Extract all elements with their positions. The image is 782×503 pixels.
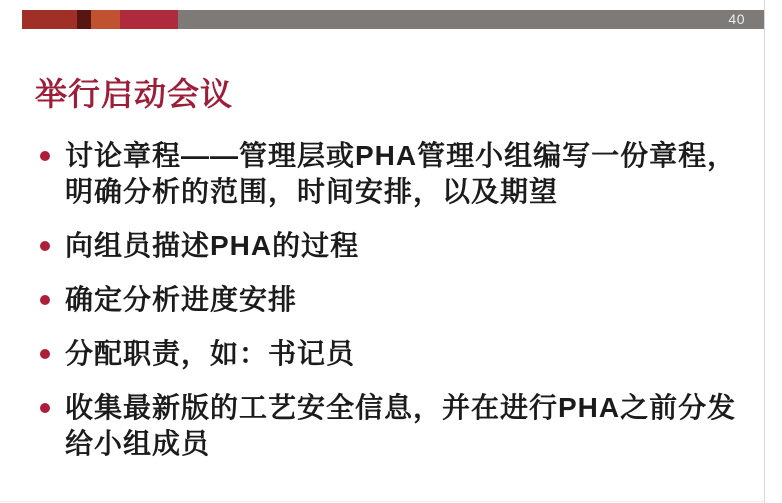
- header-bar-segment-brick-red: [22, 10, 77, 29]
- slide-header-bar: [22, 10, 765, 29]
- bullet-dot-icon: [40, 151, 50, 161]
- bullet-item-collect-psi: [40, 390, 746, 462]
- bullet-dot-icon: [40, 241, 50, 251]
- bullet-text: 确定分析进度安排: [65, 284, 298, 315]
- bullet-item-discuss-charter: [40, 138, 746, 210]
- bullet-dot-icon: [40, 349, 50, 359]
- header-bar-segment-orange-red: [91, 10, 120, 29]
- bullet-text: 讨论章程——管理层或PHA管理小组编写一份章程，明确分析的范围，时间安排，以及期望: [65, 140, 737, 207]
- slide-title: 举行启动会议: [35, 76, 234, 113]
- header-bar-segment-crimson: [120, 10, 178, 29]
- bullet-item-assign-duties: [40, 336, 746, 372]
- bullet-dot-icon: [40, 295, 50, 305]
- header-bar-gray-strip: [178, 10, 765, 29]
- bullet-item-describe-pha-process: [40, 228, 746, 264]
- bullet-text: 分配职责，如：书记员: [65, 338, 356, 369]
- slide-right-border: [764, 0, 765, 503]
- header-bar-segment-dark-maroon: [77, 10, 91, 29]
- bullet-dot-icon: [40, 403, 50, 413]
- bullet-list: [40, 138, 746, 480]
- slide-page-number: 40: [728, 11, 745, 27]
- bullet-text: 收集最新版的工艺安全信息，并在进行PHA之前分发给小组成员: [65, 392, 737, 459]
- bullet-text: 向组员描述PHA的过程: [65, 230, 360, 261]
- bullet-item-confirm-schedule: [40, 282, 746, 318]
- slide-bottom-border: [0, 501, 765, 502]
